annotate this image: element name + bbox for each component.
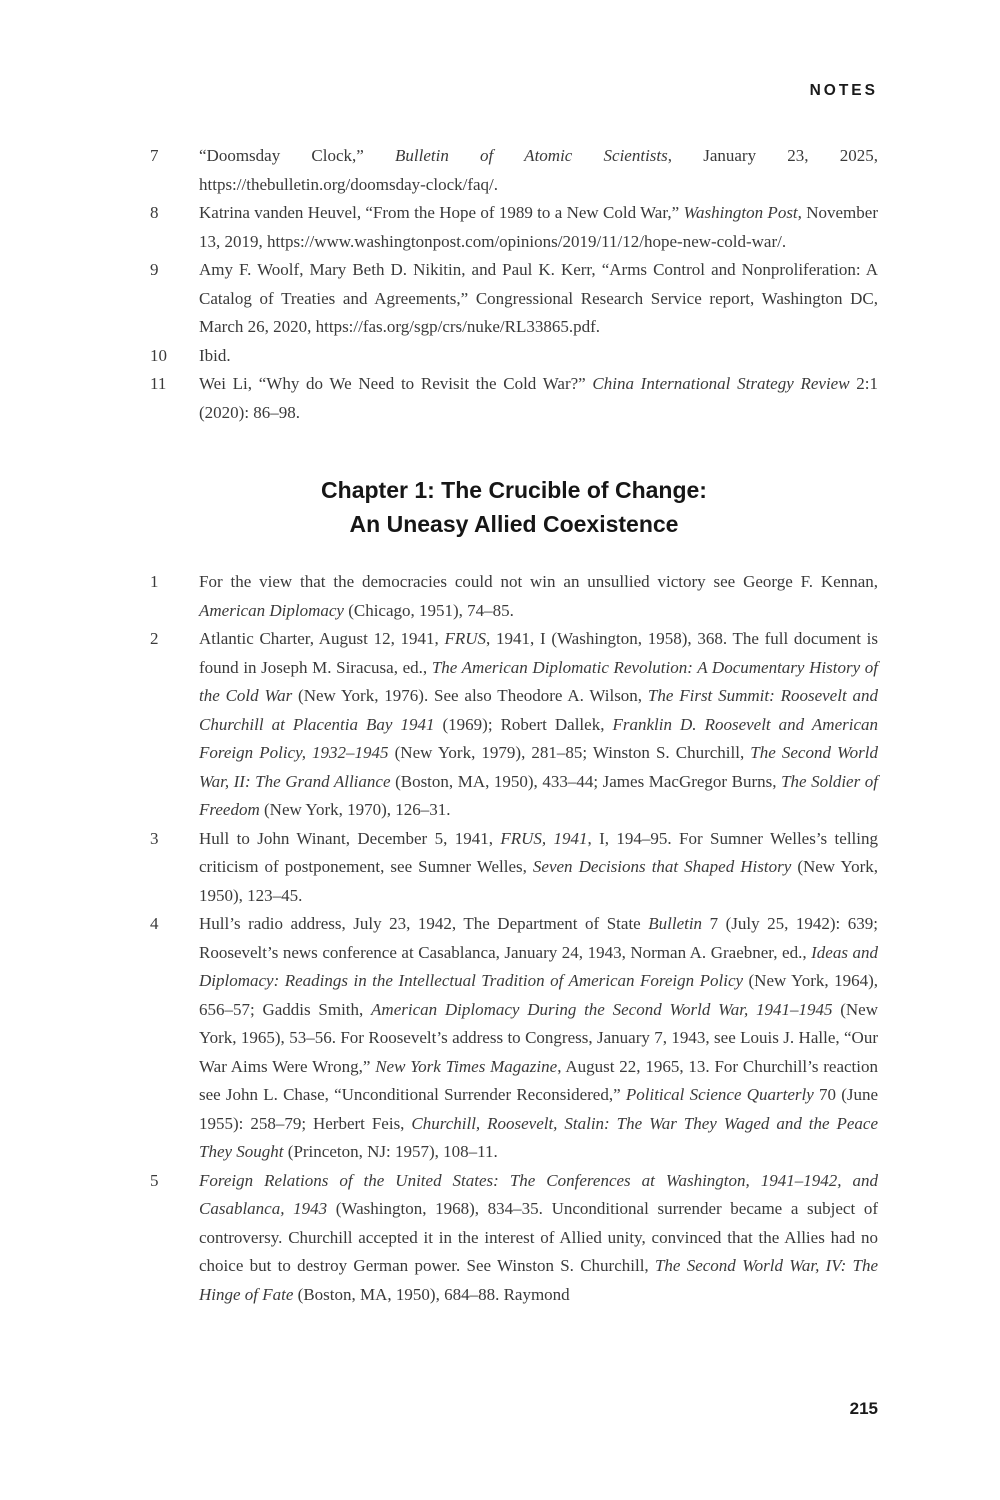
running-head: NOTES (809, 82, 878, 99)
note-text-italic-segment: The First Summit: Roosevelt and Churchill at Placentia Bay 1941 (199, 686, 879, 734)
note-number: 8 (150, 203, 159, 222)
note-item (150, 568, 878, 625)
note-text-italic-segment: FRUS (444, 629, 487, 648)
note-text-segment: , 1941, I (Washington, 1958), 368. The full document is found in Joseph M. Siracusa, ed., (199, 629, 878, 677)
note-number: 4 (150, 914, 159, 933)
note-text-segment: (Washington, 1968), 834–35. Unconditional surrender became a subject of controversy. Churchill accepted it in the interest of Allied unity, convinced that the Allies had no choice but to destroy German power. See Winston S. Churchill, (199, 1199, 878, 1275)
note-text-italic-segment: Seven Decisions that Shaped History (532, 857, 792, 876)
notes-content (150, 142, 878, 1309)
note-text-segment: (New York, 1976). See also Theodore A. Wilson, (292, 686, 648, 705)
note-text-italic-segment: American Diplomacy During the Second World War, 1941–1945 (371, 999, 833, 1019)
chapter-heading-line-1: Chapter 1: The Crucible of Change: (321, 477, 707, 503)
note-text-italic-segment: China International Strategy Review (592, 374, 850, 393)
note-text-segment: (Boston, MA, 1950), 684–88. Raymond (293, 1284, 570, 1304)
note-text-segment: , I, 194–95. For Sumner Welles’s telling criticism of postponement, see Sumner Welles, (199, 828, 878, 876)
note-text-segment: , November 13, 2019, https://www.washingtonpost.com/opinions/2019/11/12/hope-new-cold-war/. (199, 203, 878, 251)
note-text-segment: (Chicago, 1951), 74–85. (343, 600, 514, 620)
note-text-segment: (Boston, MA, 1950), 433–44; James MacGregor Burns, (390, 771, 782, 791)
note-number: 3 (150, 828, 159, 848)
note-text-italic-segment: FRUS, 1941 (500, 828, 588, 848)
note-text-segment: (New York, 1970), 126–31. (259, 800, 451, 819)
note-text-segment: Wei Li, “Why do We Need to Revisit the Cold War?” (199, 374, 593, 393)
note-text-segment: (Princeton, NJ: 1957), 108–11. (283, 1142, 498, 1161)
note-text-italic-segment: American Diplomacy (199, 600, 344, 620)
note-text-italic-segment: Ideas and Diplomacy: Readings in the Intellectual Tradition of American Foreign Policy (199, 942, 878, 990)
note-text-segment: For the view that the democracies could not win an unsullied victory see George F. Kennan, (199, 572, 878, 591)
note-item (150, 142, 878, 199)
note-text-segment: (New York, 1964), 656–57; Gaddis Smith, (199, 971, 878, 1019)
note-text-segment: “Doomsday Clock,” (199, 146, 396, 165)
note-text-italic-segment: Bulletin (648, 914, 703, 933)
chapter-notes-list (150, 568, 878, 1309)
note-number: 7 (150, 146, 159, 165)
note-text-segment: 70 (June 1955): 258–79; Herbert Feis, (199, 1085, 879, 1133)
note-text-italic-segment: The American Diplomatic Revolution: A Documentary History of the Cold War (199, 657, 878, 705)
note-text-segment: (New York, 1965), 53–56. For Roosevelt’s address to Congress, January 7, 1943, see Louis J. Halle, “Our War Aims Were Wrong,” (199, 999, 878, 1076)
note-text-italic-segment: Political Science Quarterly (625, 1085, 814, 1104)
note-text-segment: (New York, 1979), 281–85; Winston S. Churchill, (388, 743, 751, 762)
note-text-segment: Katrina vanden Heuvel, “From the Hope of 1989 to a New Cold War,” (199, 203, 684, 222)
note-text-segment: 7 (July 25, 1942): 639; Roosevelt’s news conference at Casablanca, January 24, 1943, Norman A. Graebner, ed., (199, 914, 878, 962)
note-text (199, 342, 878, 371)
note-text-italic-segment: The Soldier of Freedom (199, 771, 878, 819)
note-text-segment: , August 22, 1965, 13. For Churchill’s reaction see John L. Chase, “Unconditional Surrender Reconsidered,” (199, 1056, 879, 1104)
note-text (199, 1167, 878, 1310)
page-number: 215 (849, 1399, 878, 1418)
note-text (199, 910, 878, 1167)
note-text-italic-segment: Foreign Relations of the United States: The Conferences at Washington, 1941–1942, and Casablanca, 1943 (199, 1170, 878, 1218)
note-text-segment: , January 23, 2025, https://thebulletin.org/doomsday-clock/faq/. (199, 146, 879, 194)
note-item (150, 199, 878, 256)
note-item (150, 1167, 878, 1310)
top-notes-list (150, 142, 878, 427)
note-text (199, 370, 878, 427)
note-item (150, 342, 878, 371)
note-text-italic-segment: New York Times Magazine (375, 1056, 558, 1076)
note-number: 10 (150, 345, 167, 365)
note-item (150, 625, 878, 825)
note-item (150, 910, 878, 1167)
note-number: 2 (150, 629, 159, 648)
note-item (150, 825, 878, 911)
note-text (199, 825, 878, 911)
note-text-italic-segment: The Second World War, IV: The Hinge of Fate (199, 1256, 879, 1304)
note-text-italic-segment: Churchill, Roosevelt, Stalin: The War They Waged and the Peace They Sought (199, 1113, 878, 1161)
note-text (199, 625, 878, 825)
note-number: 1 (150, 572, 159, 591)
note-text (199, 199, 878, 256)
note-text-italic-segment: Franklin D. Roosevelt and American Foreign Policy, 1932–1945 (199, 714, 878, 762)
note-text-italic-segment: Bulletin of Atomic Scientists (395, 146, 668, 165)
note-number: 5 (150, 1170, 159, 1190)
note-number: 11 (150, 374, 167, 393)
note-text-italic-segment: The Second World War, II: The Grand Alliance (199, 743, 879, 791)
note-item (150, 256, 878, 342)
note-text-italic-segment: Washington Post (683, 203, 798, 222)
note-number: 9 (150, 260, 159, 279)
note-text-segment: (New York, 1950), 123–45. (199, 857, 878, 905)
note-text-segment: Amy F. Woolf, Mary Beth D. Nikitin, and Paul K. Kerr, “Arms Control and Nonproliferation: A Catalog of Treaties and Agreements,” Congressional Research Service report, Washington DC, March 26, 2020, https://fas.org/sgp/crs/nuke/RL33865.pdf. (199, 260, 878, 336)
note-text (199, 256, 878, 342)
note-text-segment: Ibid. (199, 345, 231, 365)
note-text-segment: Hull to John Winant, December 5, 1941, (199, 828, 501, 848)
note-text-segment: Atlantic Charter, August 12, 1941, (199, 629, 445, 648)
note-text (199, 142, 878, 199)
note-text-segment: 2:1 (2020): 86–98. (199, 374, 878, 422)
note-text-segment: (1969); Robert Dallek, (434, 714, 613, 734)
note-text-segment: Hull’s radio address, July 23, 1942, The Department of State (199, 914, 649, 933)
note-text (199, 568, 878, 625)
note-item (150, 370, 878, 427)
chapter-heading (150, 473, 878, 541)
chapter-heading-line-2: An Uneasy Allied Coexistence (349, 511, 679, 537)
